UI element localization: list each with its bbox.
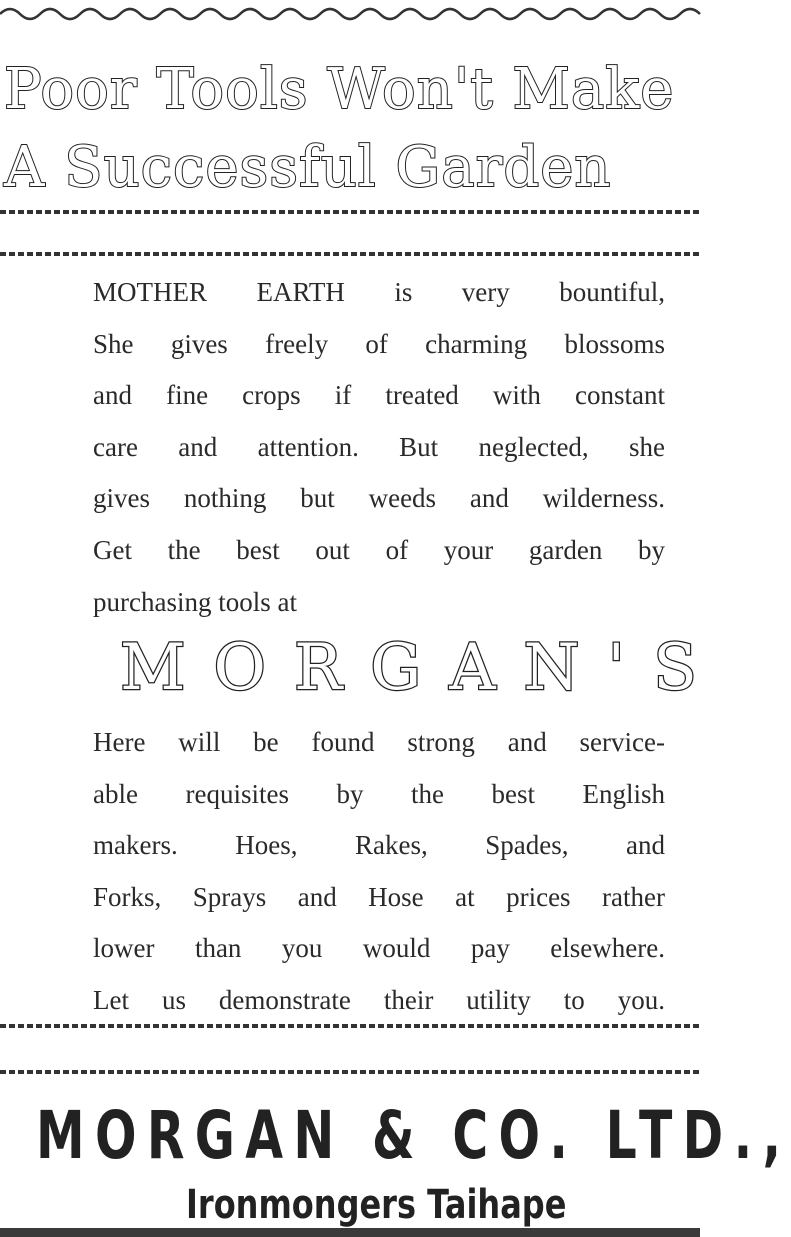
intro-line: She gives freely of charming blossoms [93,328,665,359]
details-line: Let us demonstrate their utility to you. [93,984,665,1015]
details-line: lower than you would pay elsewhere. [93,933,665,964]
headline-line-2: A Successful Garden [4,135,612,200]
details-line: able requisites by the best English [93,778,665,809]
intro-line: purchasing tools at [93,586,297,617]
company-name: MORGAN & CO. LTD., [36,1097,791,1174]
details-line: makers. Hoes, Rakes, Spades, and [93,830,665,861]
details-line: Here will be found strong and service- [93,727,665,757]
headline-line-1: Poor Tools Won't Make [4,57,675,122]
intro-line: gives nothing but weeds and wilderness. [93,483,665,514]
details-paragraph [93,717,665,1027]
wavy-border-top [0,0,700,28]
intro-line: Get the best out of your garden by [93,534,665,565]
dotted-rule [0,1022,700,1030]
intro-line: and fine crops if treated with constant [93,380,665,411]
dotted-rule [0,1068,700,1076]
dotted-rule [0,208,700,216]
company-tagline: Ironmongers Taihape [186,1182,567,1228]
intro-paragraph [93,267,665,628]
store-name: MORGAN'S [120,631,725,705]
intro-line: MOTHER EARTH is very bountiful, [93,277,665,307]
bottom-rule [0,1228,700,1237]
intro-line: care and attention. But neglected, she [93,431,665,462]
details-line: Forks, Sprays and Hose at prices rather [93,881,665,912]
dotted-rule [0,250,700,258]
